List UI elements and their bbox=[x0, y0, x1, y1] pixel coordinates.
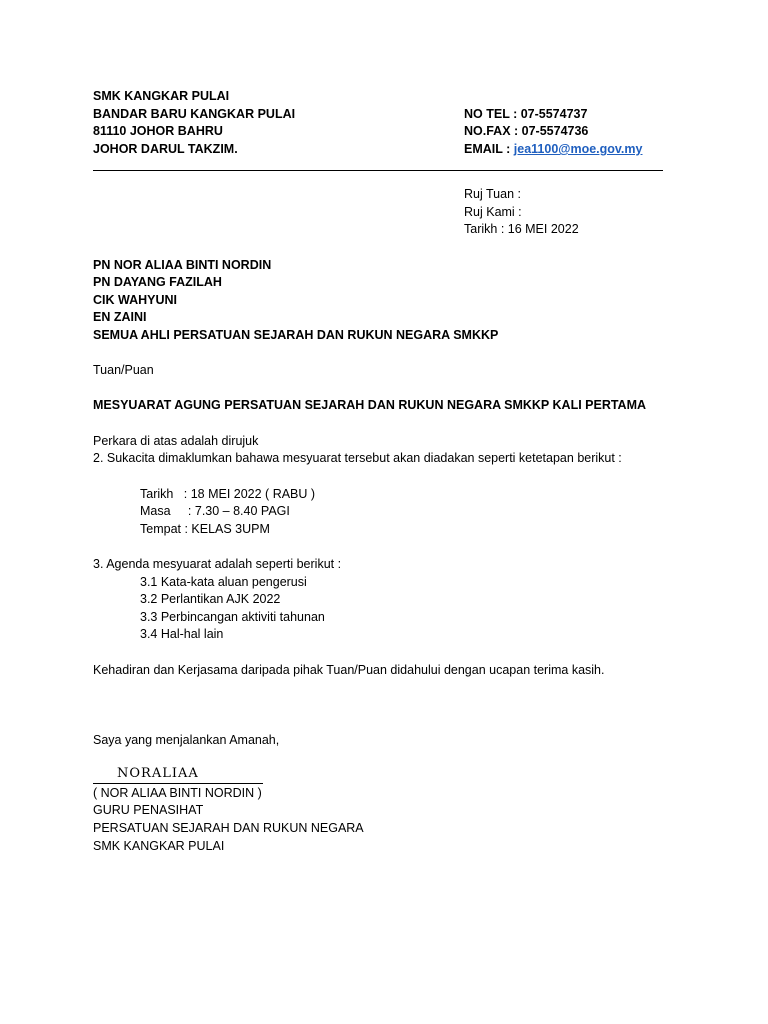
letterhead-divider bbox=[93, 170, 663, 171]
recipient-5: SEMUA AHLI PERSATUAN SEJARAH DAN RUKUN NEGARA SMKKP bbox=[93, 328, 499, 342]
signatory-role: GURU PENASIHAT bbox=[93, 803, 204, 817]
recipient-1: PN NOR ALIAA BINTI NORDIN bbox=[93, 258, 272, 272]
sender-address-1: BANDAR BARU KANGKAR PULAI bbox=[93, 107, 296, 121]
paragraph-1: Perkara di atas adalah dirujuk bbox=[93, 434, 259, 448]
contact-email-link[interactable]: jea1100@moe.gov.my bbox=[513, 142, 643, 156]
recipient-2: PN DAYANG FAZILAH bbox=[93, 275, 222, 289]
agenda-item-3: 3.3 Perbincangan aktiviti tahunan bbox=[140, 610, 325, 624]
paragraph-3: 3. Agenda mesyuarat adalah seperti berikut : bbox=[93, 557, 342, 571]
signatory-name: ( NOR ALIAA BINTI NORDIN ) bbox=[93, 786, 262, 800]
recipient-4: EN ZAINI bbox=[93, 310, 147, 324]
ruj-kami: Ruj Kami : bbox=[464, 205, 522, 219]
signature-line bbox=[93, 765, 263, 784]
closing-paragraph: Kehadiran dan Kerjasama daripada pihak Tuan/Puan didahului dengan ucapan terima kasih. bbox=[93, 663, 605, 677]
ruj-tuan: Ruj Tuan : bbox=[464, 187, 521, 201]
detail-time: Masa : 7.30 – 8.40 PAGI bbox=[140, 504, 290, 518]
contact-fax: NO.FAX : 07-5574736 bbox=[464, 124, 589, 138]
signature: NORALIAA bbox=[117, 766, 199, 781]
salutation: Tuan/Puan bbox=[93, 363, 154, 377]
contact-tel: NO TEL : 07-5574737 bbox=[464, 107, 588, 121]
contact-email-label: EMAIL : bbox=[464, 142, 514, 156]
signatory-school: SMK KANGKAR PULAI bbox=[93, 839, 225, 853]
agenda-item-2: 3.2 Perlantikan AJK 2022 bbox=[140, 592, 281, 606]
signoff-line: Saya yang menjalankan Amanah, bbox=[93, 733, 280, 747]
agenda-item-4: 3.4 Hal-hal lain bbox=[140, 627, 224, 641]
paragraph-2: 2. Sukacita dimaklumkan bahawa mesyuarat tersebut akan diadakan seperti ketetapan berikut : bbox=[93, 451, 622, 465]
letter-date: Tarikh : 16 MEI 2022 bbox=[464, 222, 579, 236]
detail-date: Tarikh : 18 MEI 2022 ( RABU ) bbox=[140, 487, 316, 501]
sender-school: SMK KANGKAR PULAI bbox=[93, 89, 230, 103]
detail-place: Tempat : KELAS 3UPM bbox=[140, 522, 270, 536]
sender-address-2: 81110 JOHOR BAHRU bbox=[93, 124, 223, 138]
subject-heading: MESYUARAT AGUNG PERSATUAN SEJARAH DAN RUKUN NEGARA SMKKP KALI PERTAMA bbox=[93, 398, 647, 412]
agenda-item-1: 3.1 Kata-kata aluan pengerusi bbox=[140, 575, 307, 589]
signatory-org: PERSATUAN SEJARAH DAN RUKUN NEGARA bbox=[93, 821, 364, 835]
recipient-3: CIK WAHYUNI bbox=[93, 293, 178, 307]
sender-address-3: JOHOR DARUL TAKZIM. bbox=[93, 142, 238, 156]
contact-email-row bbox=[464, 140, 642, 158]
